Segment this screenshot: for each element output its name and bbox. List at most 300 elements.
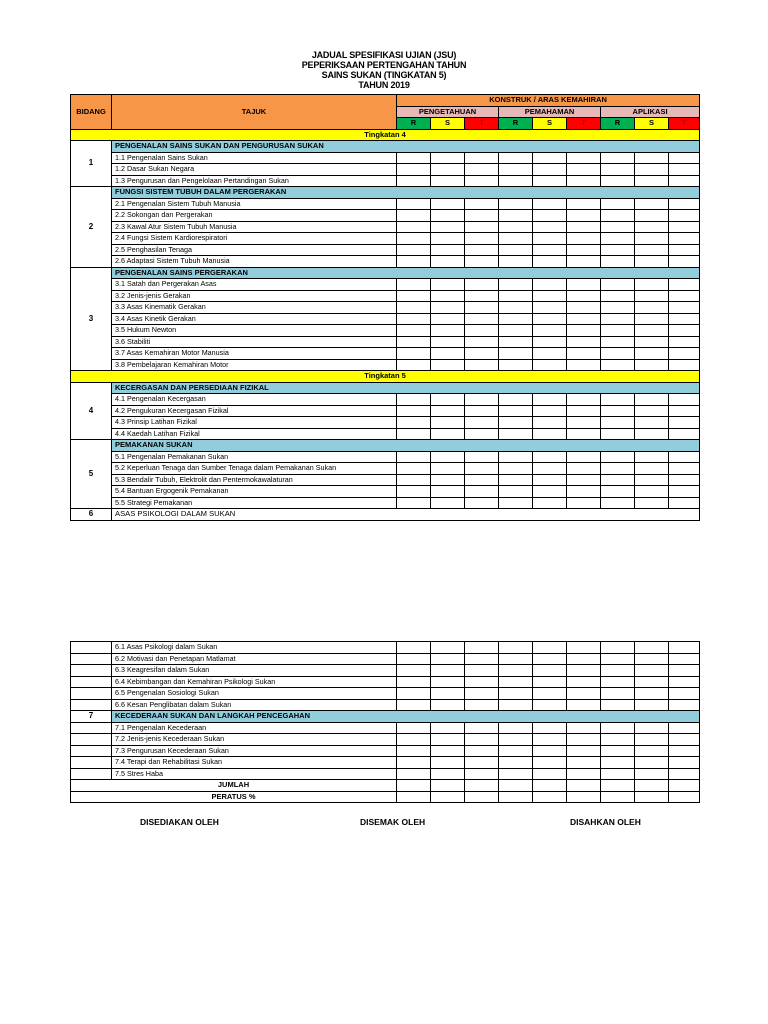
title-line-3: SAINS SUKAN (TINGKATAN 5) — [321, 70, 447, 80]
score-cell — [669, 497, 700, 509]
section-head-row — [71, 187, 700, 199]
score-cell — [431, 394, 465, 406]
score-cell — [465, 428, 499, 440]
score-cell — [669, 279, 700, 291]
score-cell — [567, 221, 601, 233]
score-cell — [601, 745, 635, 757]
subtopic-label: 5.4 Bantuan Ergogenik Pemakanan — [112, 486, 397, 498]
score-cell — [465, 676, 499, 688]
bidang-number: 5 — [71, 440, 112, 509]
score-cell — [567, 256, 601, 268]
score-cell — [601, 699, 635, 711]
section-title: ASAS PSIKOLOGI DALAM SUKAN — [112, 509, 700, 521]
score-cell — [635, 313, 669, 325]
score-cell — [533, 676, 567, 688]
score-cell — [635, 474, 669, 486]
score-cell — [533, 653, 567, 665]
table-row — [71, 486, 700, 498]
score-cell — [499, 359, 533, 371]
score-cell — [669, 313, 700, 325]
score-cell — [465, 451, 499, 463]
score-cell — [431, 152, 465, 164]
bidang-number: 2 — [71, 187, 112, 268]
score-cell — [567, 734, 601, 746]
score-cell — [431, 653, 465, 665]
konstruk-header: KONSTRUK / ARAS KEMAHIRAN — [397, 95, 700, 107]
subtopic-label: 4.1 Pengenalan Kecergasan — [112, 394, 397, 406]
score-cell — [499, 722, 533, 734]
score-cell — [397, 313, 431, 325]
bidang-cell — [71, 642, 112, 654]
score-cell — [431, 474, 465, 486]
score-cell — [499, 210, 533, 222]
score-cell — [397, 463, 431, 475]
subtopic-label: 5.1 Pengenalan Pemakanan Sukan — [112, 451, 397, 463]
subtopic-label: 6.3 Keagresifan dalam Sukan — [112, 665, 397, 677]
score-cell — [499, 757, 533, 769]
table-row — [71, 463, 700, 475]
score-cell — [601, 348, 635, 360]
score-cell — [635, 336, 669, 348]
score-cell — [499, 688, 533, 700]
score-cell — [499, 768, 533, 780]
peratus-label: PERATUS % — [71, 791, 397, 803]
score-cell — [601, 221, 635, 233]
score-cell — [465, 745, 499, 757]
title-line-4: TAHUN 2019 — [358, 80, 410, 90]
score-cell — [601, 734, 635, 746]
score-cell — [465, 486, 499, 498]
score-cell — [669, 676, 700, 688]
score-cell — [533, 791, 567, 803]
score-cell — [533, 780, 567, 792]
score-cell — [465, 405, 499, 417]
score-cell — [669, 642, 700, 654]
table-row — [71, 325, 700, 337]
score-cell — [499, 428, 533, 440]
table-row — [71, 688, 700, 700]
score-cell — [533, 722, 567, 734]
score-cell — [397, 233, 431, 245]
score-cell — [601, 757, 635, 769]
score-cell — [567, 699, 601, 711]
jsu-table-part-1 — [70, 94, 700, 521]
score-cell — [669, 302, 700, 314]
score-cell — [601, 359, 635, 371]
score-cell — [397, 791, 431, 803]
score-cell — [465, 233, 499, 245]
score-cell — [499, 665, 533, 677]
score-cell — [499, 198, 533, 210]
score-cell — [669, 336, 700, 348]
score-cell — [397, 653, 431, 665]
score-cell — [635, 279, 669, 291]
score-cell — [431, 336, 465, 348]
subtopic-label: 3.3 Asas Kinematik Gerakan — [112, 302, 397, 314]
sub-t: T — [567, 118, 601, 130]
score-cell — [431, 780, 465, 792]
table-row — [71, 665, 700, 677]
score-cell — [669, 405, 700, 417]
subtopic-label: 6.1 Asas Psikologi dalam Sukan — [112, 642, 397, 654]
score-cell — [499, 791, 533, 803]
table-row — [71, 302, 700, 314]
table-row — [71, 210, 700, 222]
score-cell — [499, 256, 533, 268]
score-cell — [499, 405, 533, 417]
score-cell — [601, 653, 635, 665]
table-row — [71, 405, 700, 417]
score-cell — [397, 497, 431, 509]
score-cell — [669, 734, 700, 746]
score-cell — [533, 256, 567, 268]
section-head-row — [71, 267, 700, 279]
sub-r: R — [601, 118, 635, 130]
score-cell — [465, 768, 499, 780]
sub-r: R — [397, 118, 431, 130]
table-row — [71, 768, 700, 780]
subtopic-label: 3.7 Asas Kemahiran Motor Manusia — [112, 348, 397, 360]
score-cell — [567, 198, 601, 210]
bidang-cell — [71, 722, 112, 734]
score-cell — [499, 221, 533, 233]
score-cell — [635, 791, 669, 803]
score-cell — [635, 198, 669, 210]
score-cell — [499, 244, 533, 256]
score-cell — [635, 757, 669, 769]
subtopic-label: 7.1 Pengenalan Kecederaan — [112, 722, 397, 734]
bidang-cell — [71, 688, 112, 700]
table-row — [71, 221, 700, 233]
score-cell — [397, 642, 431, 654]
score-cell — [533, 279, 567, 291]
tingkatan-label: Tingkatan 4 — [71, 129, 700, 141]
subtopic-label: 7.3 Pengurusan Kecederaan Sukan — [112, 745, 397, 757]
score-cell — [533, 428, 567, 440]
score-cell — [533, 451, 567, 463]
title-line-1: JADUAL SPESIFIKASI UJIAN (JSU) — [311, 50, 457, 60]
score-cell — [601, 164, 635, 176]
score-cell — [397, 722, 431, 734]
score-cell — [635, 244, 669, 256]
score-cell — [465, 175, 499, 187]
score-cell — [499, 734, 533, 746]
score-cell — [397, 676, 431, 688]
score-cell — [465, 497, 499, 509]
subtopic-label: 7.5 Stres Haba — [112, 768, 397, 780]
bidang-number: 4 — [71, 382, 112, 440]
table-row — [71, 428, 700, 440]
score-cell — [533, 198, 567, 210]
score-cell — [533, 642, 567, 654]
section-single-row — [71, 509, 700, 521]
table-row — [71, 313, 700, 325]
score-cell — [499, 336, 533, 348]
score-cell — [669, 791, 700, 803]
score-cell — [533, 221, 567, 233]
score-cell — [567, 780, 601, 792]
table-row — [71, 359, 700, 371]
score-cell — [567, 745, 601, 757]
score-cell — [669, 780, 700, 792]
score-cell — [431, 665, 465, 677]
score-cell — [669, 244, 700, 256]
score-cell — [397, 198, 431, 210]
score-cell — [567, 474, 601, 486]
tajuk-header: TAJUK — [112, 95, 397, 130]
signature-approved-by: DISAHKAN OLEH — [570, 817, 641, 827]
score-cell — [635, 325, 669, 337]
score-cell — [533, 210, 567, 222]
score-cell — [431, 417, 465, 429]
score-cell — [635, 676, 669, 688]
score-cell — [431, 428, 465, 440]
score-cell — [567, 497, 601, 509]
table-row — [71, 451, 700, 463]
score-cell — [465, 757, 499, 769]
sub-s: S — [635, 118, 669, 130]
subtopic-label: 4.2 Pengukuran Kecergasan Fizikal — [112, 405, 397, 417]
score-cell — [465, 665, 499, 677]
score-cell — [397, 210, 431, 222]
score-cell — [601, 722, 635, 734]
score-cell — [499, 175, 533, 187]
level-aplikasi: APLIKASI — [601, 106, 700, 118]
score-cell — [601, 290, 635, 302]
score-cell — [601, 325, 635, 337]
score-cell — [567, 417, 601, 429]
score-cell — [397, 175, 431, 187]
table-row — [71, 256, 700, 268]
table-row — [71, 233, 700, 245]
table-row — [71, 244, 700, 256]
table-row — [71, 745, 700, 757]
score-cell — [533, 233, 567, 245]
score-cell — [533, 486, 567, 498]
score-cell — [635, 221, 669, 233]
score-cell — [635, 688, 669, 700]
section-title: KECERGASAN DAN PERSEDIAAN FIZIKAL — [112, 382, 700, 394]
score-cell — [499, 152, 533, 164]
score-cell — [635, 745, 669, 757]
score-cell — [669, 359, 700, 371]
score-cell — [431, 688, 465, 700]
section-title: FUNGSI SISTEM TUBUH DALAM PERGERAKAN — [112, 187, 700, 199]
score-cell — [533, 734, 567, 746]
table-row — [71, 653, 700, 665]
score-cell — [669, 722, 700, 734]
score-cell — [567, 164, 601, 176]
score-cell — [567, 486, 601, 498]
score-cell — [567, 451, 601, 463]
score-cell — [601, 474, 635, 486]
score-cell — [465, 290, 499, 302]
score-cell — [601, 313, 635, 325]
subtopic-label: 5.5 Strategi Pemakanan — [112, 497, 397, 509]
score-cell — [533, 394, 567, 406]
bidang-cell — [71, 699, 112, 711]
score-cell — [567, 313, 601, 325]
score-cell — [601, 451, 635, 463]
score-cell — [465, 302, 499, 314]
score-cell — [397, 745, 431, 757]
score-cell — [669, 198, 700, 210]
score-cell — [431, 279, 465, 291]
score-cell — [601, 152, 635, 164]
score-cell — [499, 348, 533, 360]
score-cell — [397, 336, 431, 348]
sub-t: T — [465, 118, 499, 130]
subtopic-label: 3.2 Jenis-jenis Gerakan — [112, 290, 397, 302]
score-cell — [397, 417, 431, 429]
score-cell — [533, 359, 567, 371]
section-head-row — [71, 711, 700, 723]
score-cell — [397, 279, 431, 291]
score-cell — [431, 175, 465, 187]
score-cell — [465, 336, 499, 348]
score-cell — [397, 665, 431, 677]
score-cell — [533, 768, 567, 780]
table-row — [71, 279, 700, 291]
score-cell — [465, 256, 499, 268]
subtopic-label: 7.2 Jenis-jenis Kecederaan Sukan — [112, 734, 397, 746]
score-cell — [465, 164, 499, 176]
score-cell — [669, 486, 700, 498]
score-cell — [431, 302, 465, 314]
score-cell — [567, 642, 601, 654]
subtopic-label: 1.1 Pengenalan Sains Sukan — [112, 152, 397, 164]
score-cell — [567, 244, 601, 256]
table-row — [71, 348, 700, 360]
bidang-cell — [71, 665, 112, 677]
score-cell — [465, 688, 499, 700]
subtopic-label: 3.6 Stabiliti — [112, 336, 397, 348]
score-cell — [499, 745, 533, 757]
document-titles — [0, 50, 768, 90]
score-cell — [499, 164, 533, 176]
score-cell — [533, 152, 567, 164]
score-cell — [397, 290, 431, 302]
score-cell — [431, 256, 465, 268]
signature-checked-by: DISEMAK OLEH — [360, 817, 426, 827]
table-row — [71, 198, 700, 210]
score-cell — [397, 451, 431, 463]
score-cell — [499, 233, 533, 245]
section-title: PENGENALAN SAINS PERGERAKAN — [112, 267, 700, 279]
score-cell — [601, 486, 635, 498]
bidang-header: BIDANG — [71, 95, 112, 130]
table-row — [71, 497, 700, 509]
subtopic-label: 2.2 Sokongan dan Pergerakan — [112, 210, 397, 222]
score-cell — [397, 474, 431, 486]
score-cell — [499, 780, 533, 792]
score-cell — [397, 688, 431, 700]
subtopic-label: 3.8 Pembelajaran Kemahiran Motor — [112, 359, 397, 371]
score-cell — [533, 757, 567, 769]
score-cell — [635, 642, 669, 654]
score-cell — [567, 688, 601, 700]
score-cell — [431, 486, 465, 498]
bidang-cell — [71, 653, 112, 665]
score-cell — [669, 428, 700, 440]
score-cell — [397, 428, 431, 440]
score-cell — [567, 791, 601, 803]
score-cell — [567, 676, 601, 688]
score-cell — [635, 152, 669, 164]
score-cell — [669, 290, 700, 302]
score-cell — [601, 688, 635, 700]
score-cell — [601, 428, 635, 440]
table-row — [71, 152, 700, 164]
score-cell — [499, 486, 533, 498]
score-cell — [431, 221, 465, 233]
score-cell — [499, 325, 533, 337]
score-cell — [635, 665, 669, 677]
table-row — [71, 722, 700, 734]
tingkatan-row — [71, 371, 700, 383]
score-cell — [465, 734, 499, 746]
score-cell — [567, 348, 601, 360]
score-cell — [669, 325, 700, 337]
score-cell — [635, 463, 669, 475]
score-cell — [601, 676, 635, 688]
score-cell — [533, 497, 567, 509]
score-cell — [431, 642, 465, 654]
score-cell — [533, 745, 567, 757]
score-cell — [431, 325, 465, 337]
score-cell — [397, 768, 431, 780]
score-cell — [601, 175, 635, 187]
table-row — [71, 676, 700, 688]
score-cell — [635, 394, 669, 406]
title-line-2: PEPERIKSAAN PERTENGAHAN TAHUN — [301, 60, 467, 70]
subtopic-label: 2.1 Pengenalan Sistem Tubuh Manusia — [112, 198, 397, 210]
score-cell — [465, 348, 499, 360]
score-cell — [499, 642, 533, 654]
score-cell — [499, 394, 533, 406]
score-cell — [601, 497, 635, 509]
score-cell — [601, 791, 635, 803]
score-cell — [431, 210, 465, 222]
score-cell — [431, 451, 465, 463]
score-cell — [533, 244, 567, 256]
score-cell — [431, 198, 465, 210]
subtopic-label: 7.4 Terapi dan Rehabilitasi Sukan — [112, 757, 397, 769]
jsu-table-part-2 — [70, 641, 700, 803]
score-cell — [397, 302, 431, 314]
score-cell — [465, 359, 499, 371]
bidang-cell — [71, 734, 112, 746]
table-row — [71, 474, 700, 486]
score-cell — [397, 734, 431, 746]
score-cell — [669, 233, 700, 245]
score-cell — [431, 290, 465, 302]
score-cell — [669, 152, 700, 164]
table-row — [71, 164, 700, 176]
score-cell — [431, 233, 465, 245]
score-cell — [431, 722, 465, 734]
score-cell — [499, 279, 533, 291]
signature-prepared-by: DISEDIAKAN OLEH — [140, 817, 219, 827]
score-cell — [499, 653, 533, 665]
score-cell — [533, 463, 567, 475]
sub-r: R — [499, 118, 533, 130]
score-cell — [635, 348, 669, 360]
score-cell — [601, 210, 635, 222]
score-cell — [397, 486, 431, 498]
score-cell — [397, 325, 431, 337]
score-cell — [533, 175, 567, 187]
